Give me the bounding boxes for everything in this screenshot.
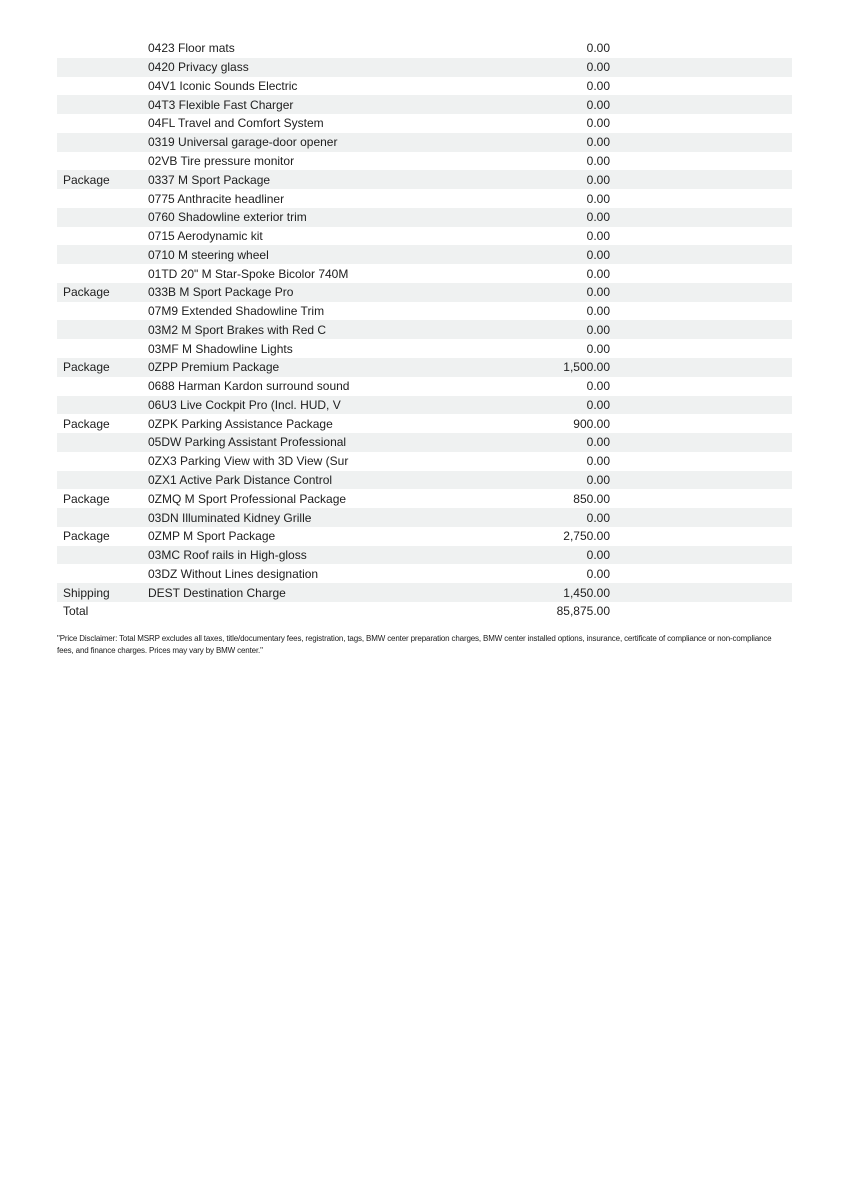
table-row	[57, 377, 792, 396]
row-price: 0.00	[586, 78, 610, 93]
table-row	[57, 114, 792, 133]
row-price: 0.00	[586, 97, 610, 112]
row-price: 0.00	[586, 191, 610, 206]
row-category: Package	[63, 416, 110, 431]
table-row	[57, 414, 792, 433]
row-price: 0.00	[586, 41, 610, 56]
row-price: 0.00	[586, 153, 610, 168]
row-price: 1,450.00	[563, 585, 610, 600]
row-price: 850.00	[573, 491, 610, 506]
table-row	[57, 189, 792, 208]
row-price: 0.00	[586, 266, 610, 281]
table-row	[57, 58, 792, 77]
row-option-label: 03DN Illuminated Kidney Grille	[148, 510, 312, 525]
row-option-label: 033B M Sport Package Pro	[148, 285, 294, 300]
table-row	[57, 602, 792, 621]
row-option-label: 0337 M Sport Package	[148, 172, 271, 187]
table-row	[57, 471, 792, 490]
table-row	[57, 489, 792, 508]
table-row	[57, 396, 792, 415]
row-option-label: 0ZPK Parking Assistance Package	[148, 416, 333, 431]
row-option-label: 03M2 M Sport Brakes with Red C	[148, 322, 327, 337]
row-category: Package	[63, 172, 110, 187]
row-option-label: 0775 Anthracite headliner	[148, 191, 285, 206]
table-row	[57, 546, 792, 565]
table-row	[57, 208, 792, 227]
table-row	[57, 452, 792, 471]
row-price: 0.00	[586, 247, 610, 262]
row-option-label: 0420 Privacy glass	[148, 60, 249, 75]
row-option-label: 02VB Tire pressure monitor	[148, 153, 295, 168]
row-option-label: 07M9 Extended Shadowline Trim	[148, 304, 325, 319]
row-price: 0.00	[586, 60, 610, 75]
table-row	[57, 170, 792, 189]
table-row	[57, 245, 792, 264]
row-price: 0.00	[586, 304, 610, 319]
row-option-label: 04FL Travel and Comfort System	[148, 116, 324, 131]
row-option-label: 0760 Shadowline exterior trim	[148, 210, 307, 225]
row-price: 0.00	[586, 548, 610, 563]
row-price: 0.00	[586, 135, 610, 150]
row-price: 0.00	[586, 285, 610, 300]
row-option-label: 0ZX3 Parking View with 3D View (Sur	[148, 454, 349, 469]
table-row	[57, 339, 792, 358]
row-price: 0.00	[586, 435, 610, 450]
row-option-label: 06U3 Live Cockpit Pro (Incl. HUD, V	[148, 397, 341, 412]
row-option-label: DEST Destination Charge	[148, 585, 286, 600]
table-row	[57, 527, 792, 546]
row-option-label: 0ZX1 Active Park Distance Control	[148, 472, 333, 487]
row-price: 0.00	[586, 454, 610, 469]
table-row	[57, 264, 792, 283]
row-option-label: 04V1 Iconic Sounds Electric	[148, 78, 298, 93]
row-price: 0.00	[586, 210, 610, 225]
row-option-label: 04T3 Flexible Fast Charger	[148, 97, 294, 112]
row-option-label: 0423 Floor mats	[148, 41, 235, 56]
row-option-label: 0715 Aerodynamic kit	[148, 229, 263, 244]
table-row	[57, 39, 792, 58]
row-category: Package	[63, 529, 110, 544]
row-category: Total	[63, 604, 89, 619]
table-row	[57, 302, 792, 321]
row-option-label: 03MC Roof rails in High-gloss	[148, 548, 307, 563]
row-price: 1,500.00	[563, 360, 610, 375]
row-price: 900.00	[573, 416, 610, 431]
row-price: 0.00	[586, 472, 610, 487]
row-price: 0.00	[586, 341, 610, 356]
table-row	[57, 152, 792, 171]
table-row	[57, 95, 792, 114]
row-option-label: 0710 M steering wheel	[148, 247, 269, 262]
row-price: 0.00	[586, 116, 610, 131]
row-price: 2,750.00	[563, 529, 610, 544]
row-option-label: 0319 Universal garage-door opener	[148, 135, 338, 150]
row-category: Shipping	[63, 585, 110, 600]
row-price: 0.00	[586, 566, 610, 581]
row-option-label: 05DW Parking Assistant Professional	[148, 435, 347, 450]
row-option-label: 01TD 20" M Star-Spoke Bicolor 740M	[148, 266, 349, 281]
table-row	[57, 227, 792, 246]
price-disclaimer-text: "Price Disclaimer: Total MSRP excludes all taxes, title/documentary fees, registration, tags, BMW center preparation charges, BMW center installed options, insurance, certificate of compliance or non-compliance fees, and finance charges. Prices may vary by BMW center."	[57, 634, 772, 655]
row-price: 0.00	[586, 510, 610, 525]
table-row	[57, 433, 792, 452]
row-price: 85,875.00	[556, 604, 610, 619]
row-option-label: 0ZMQ M Sport Professional Package	[148, 491, 347, 506]
row-price: 0.00	[586, 322, 610, 337]
row-option-label: 0ZPP Premium Package	[148, 360, 280, 375]
row-price: 0.00	[586, 379, 610, 394]
row-option-label: 03MF M Shadowline Lights	[148, 341, 293, 356]
table-row	[57, 133, 792, 152]
row-category: Package	[63, 285, 110, 300]
table-row	[57, 583, 792, 602]
row-option-label: 03DZ Without Lines designation	[148, 566, 319, 581]
row-price: 0.00	[586, 172, 610, 187]
table-row	[57, 77, 792, 96]
table-row	[57, 283, 792, 302]
row-option-label: 0ZMP M Sport Package	[148, 529, 276, 544]
table-row	[57, 564, 792, 583]
row-option-label: 0688 Harman Kardon surround sound	[148, 379, 350, 394]
row-price: 0.00	[586, 397, 610, 412]
table-row	[57, 358, 792, 377]
vehicle-options-table	[57, 39, 792, 621]
row-category: Package	[63, 491, 110, 506]
table-row	[57, 508, 792, 527]
table-row	[57, 320, 792, 339]
row-price: 0.00	[586, 229, 610, 244]
row-category: Package	[63, 360, 110, 375]
